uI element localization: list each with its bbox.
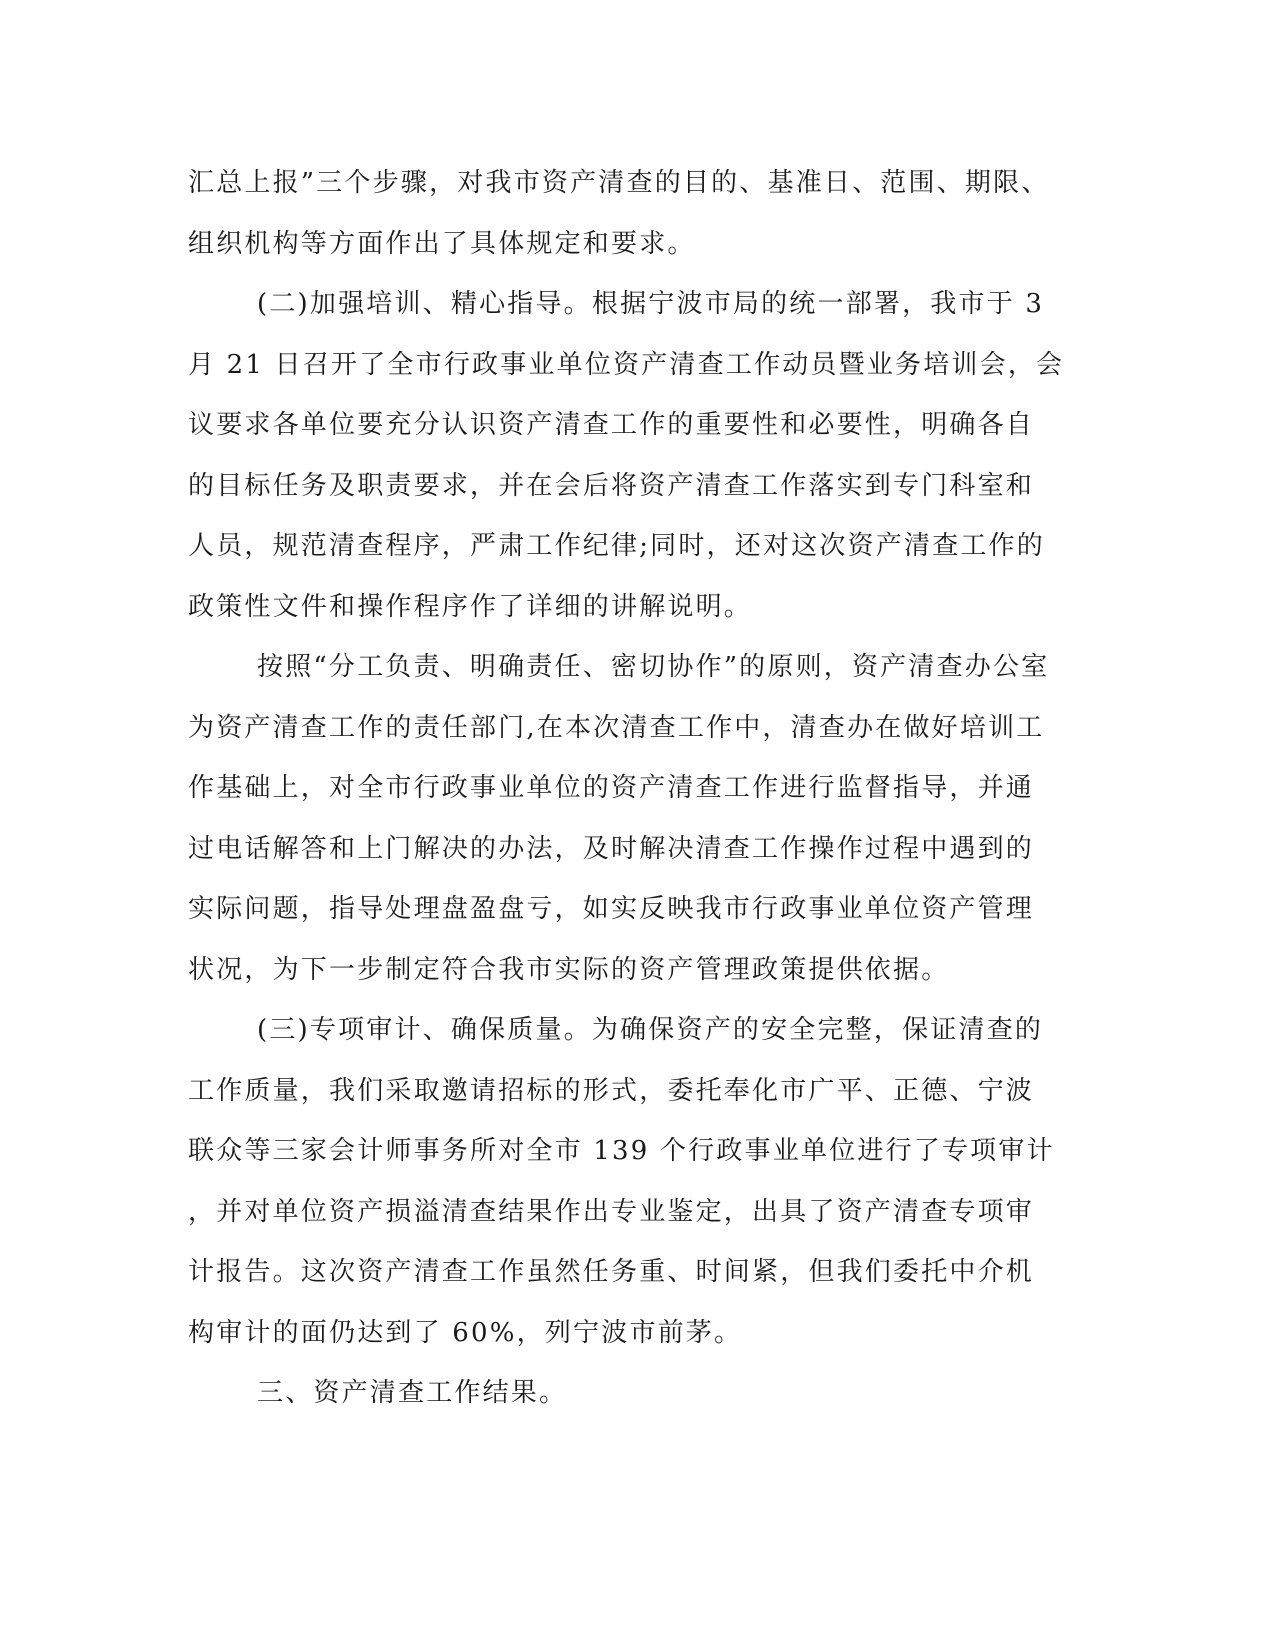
body-line: 联众等三家会计师事务所对全市 139 个行政事业单位进行了专项审计 [188,1136,1055,1166]
body-line: 过电话解答和上门解决的办法，及时解决清查工作操作过程中遇到的 [188,833,1035,864]
body-line: 为资产清查工作的责任部门,在本次清查工作中，清查办在做好培训工 [188,712,1045,743]
section-heading-line: 三、资产清查工作结果。 [257,1378,568,1408]
body-line: 作基础上，对全市行政事业单位的资产清查工作进行监督指导，并通 [188,773,1035,803]
body-line: 构审计的面仍达到了 60%，列宁波市前茅。 [188,1317,743,1348]
body-line: 状况，为下一步制定符合我市实际的资产管理政策提供依据。 [188,954,950,985]
body-line: ，并对单位资产损溢清查结果作出专业鉴定，出具了资产清查专项审 [188,1196,1035,1227]
body-line: 实际问题，指导处理盘盈盘亏，如实反映我市行政事业单位资产管理 [188,894,1035,924]
section-heading-line: (三)专项审计、确保质量。为确保资产的安全完整，保证清查的 [257,1015,1044,1045]
body-line: 议要求各单位要充分认识资产清查工作的重要性和必要性，明确各自 [188,410,1035,440]
body-line: 计报告。这次资产清查工作虽然任务重、时间紧，但我们委托中介机 [188,1257,1035,1287]
body-line: 汇总上报”三个步骤，对我市资产清查的目的、基准日、范围、期限、 [188,168,1050,198]
body-line: 的目标任务及职责要求，并在会后将资产清查工作落实到专门科室和 [188,470,1035,501]
document-body [188,153,1068,1424]
body-line: 月 21 日召开了全市行政事业单位资产清查工作动员暨业务培训会，会 [188,349,1065,380]
body-line: 工作质量，我们采取邀请招标的形式，委托奉化市广平、正德、宁波 [188,1075,1035,1106]
body-line: 政策性文件和操作程序作了详细的讲解说明。 [188,591,753,622]
body-line: 组织机构等方面作出了具体规定和要求。 [188,228,696,259]
body-line: 人员，规范清查程序，严肃工作纪律;同时，还对这次资产清查工作的 [188,531,1045,561]
section-heading-line: (二)加强培训、精心指导。根据宁波市局的统一部署，我市于 3 [257,289,1045,319]
paragraph-start-line: 按照“分工负责、明确责任、密切协作”的原则，资产清查办公室 [257,652,1050,682]
